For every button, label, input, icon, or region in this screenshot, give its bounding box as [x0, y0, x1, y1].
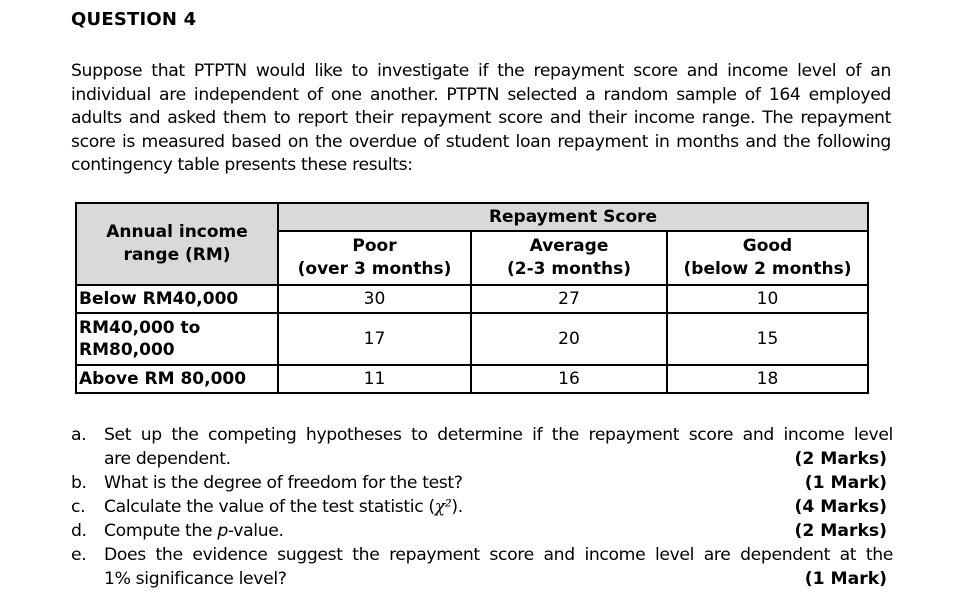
table-cell: 20: [471, 313, 667, 365]
question-label: b.: [71, 473, 87, 493]
row-label-text: RM40,000 to RM80,000: [79, 318, 201, 360]
question-text-line: are dependent.: [104, 449, 231, 469]
column-header-name: Average: [529, 236, 609, 256]
question-item-b: [71, 471, 893, 495]
question-text: What is the degree of freedom for the test?: [104, 473, 463, 493]
question-item-d: [71, 519, 893, 543]
question-label: c.: [71, 497, 86, 517]
row-label: Below RM40,000: [76, 285, 278, 313]
question-marks: (1 Mark): [804, 569, 887, 589]
question-item-c: [71, 495, 893, 519]
question-marks: (2 Marks): [794, 521, 887, 541]
contingency-table: [75, 202, 869, 394]
question-text: Calculate the value of the test statistic (: [104, 497, 435, 517]
question-label: e.: [71, 545, 87, 565]
column-header-name: Good: [742, 236, 793, 256]
row-header-label: Annual income range (RM): [106, 222, 248, 265]
table-cell: 17: [278, 313, 471, 365]
repayment-score-header: Repayment Score: [278, 203, 868, 231]
question-label: d.: [71, 521, 87, 541]
column-header-poor: [278, 231, 471, 285]
table-cell: 18: [667, 365, 868, 393]
table-cell: 11: [278, 365, 471, 393]
chi-square-symbol: χ²: [434, 497, 452, 517]
question-text: Compute the: [104, 521, 218, 541]
question-text: -value.: [227, 521, 284, 541]
question-label: a.: [71, 425, 87, 445]
table-cell: 10: [667, 285, 868, 313]
table-row: [76, 285, 868, 313]
column-header-good: [667, 231, 868, 285]
row-label: Above RM 80,000: [76, 365, 278, 393]
column-header-average: [471, 231, 667, 285]
table-row: [76, 313, 868, 365]
question-marks: (2 Marks): [794, 449, 887, 469]
question-item-a: [71, 423, 893, 471]
p-italic: p: [217, 521, 228, 541]
question-item-e: [71, 543, 893, 591]
column-header-sub: (over 3 months): [297, 259, 452, 279]
table-row: [76, 365, 868, 393]
table-cell: 16: [471, 365, 667, 393]
row-label: [76, 313, 278, 365]
question-title: QUESTION 4: [71, 9, 197, 30]
table-cell: 30: [278, 285, 471, 313]
question-list: [71, 423, 893, 591]
question-marks: (4 Marks): [794, 497, 887, 517]
question-text-line: Set up the competing hypotheses to determine if the repayment score and income level: [104, 425, 893, 445]
column-header-sub: (2-3 months): [506, 259, 631, 279]
table-cell: 27: [471, 285, 667, 313]
question-text: ).: [451, 497, 463, 517]
column-header-sub: (below 2 months): [683, 259, 852, 279]
question-text-line: 1% significance level?: [104, 569, 287, 589]
column-header-name: Poor: [352, 236, 397, 256]
table-cell: 15: [667, 313, 868, 365]
row-header-cell: [76, 203, 278, 285]
question-text-line: Does the evidence suggest the repayment score and income level are dependent at the: [104, 545, 893, 565]
question-intro-paragraph: Suppose that PTPTN would like to investigate if the repayment score and income level of an individual are independent of one another. PTPTN selected a random sample of 164 employed adults and asked them to report their repayment score and their income range. The repayment score is measured based on the overdue of student loan repayment in months and the following contingency table presents these results:: [71, 61, 891, 176]
question-marks: (1 Mark): [804, 473, 887, 493]
